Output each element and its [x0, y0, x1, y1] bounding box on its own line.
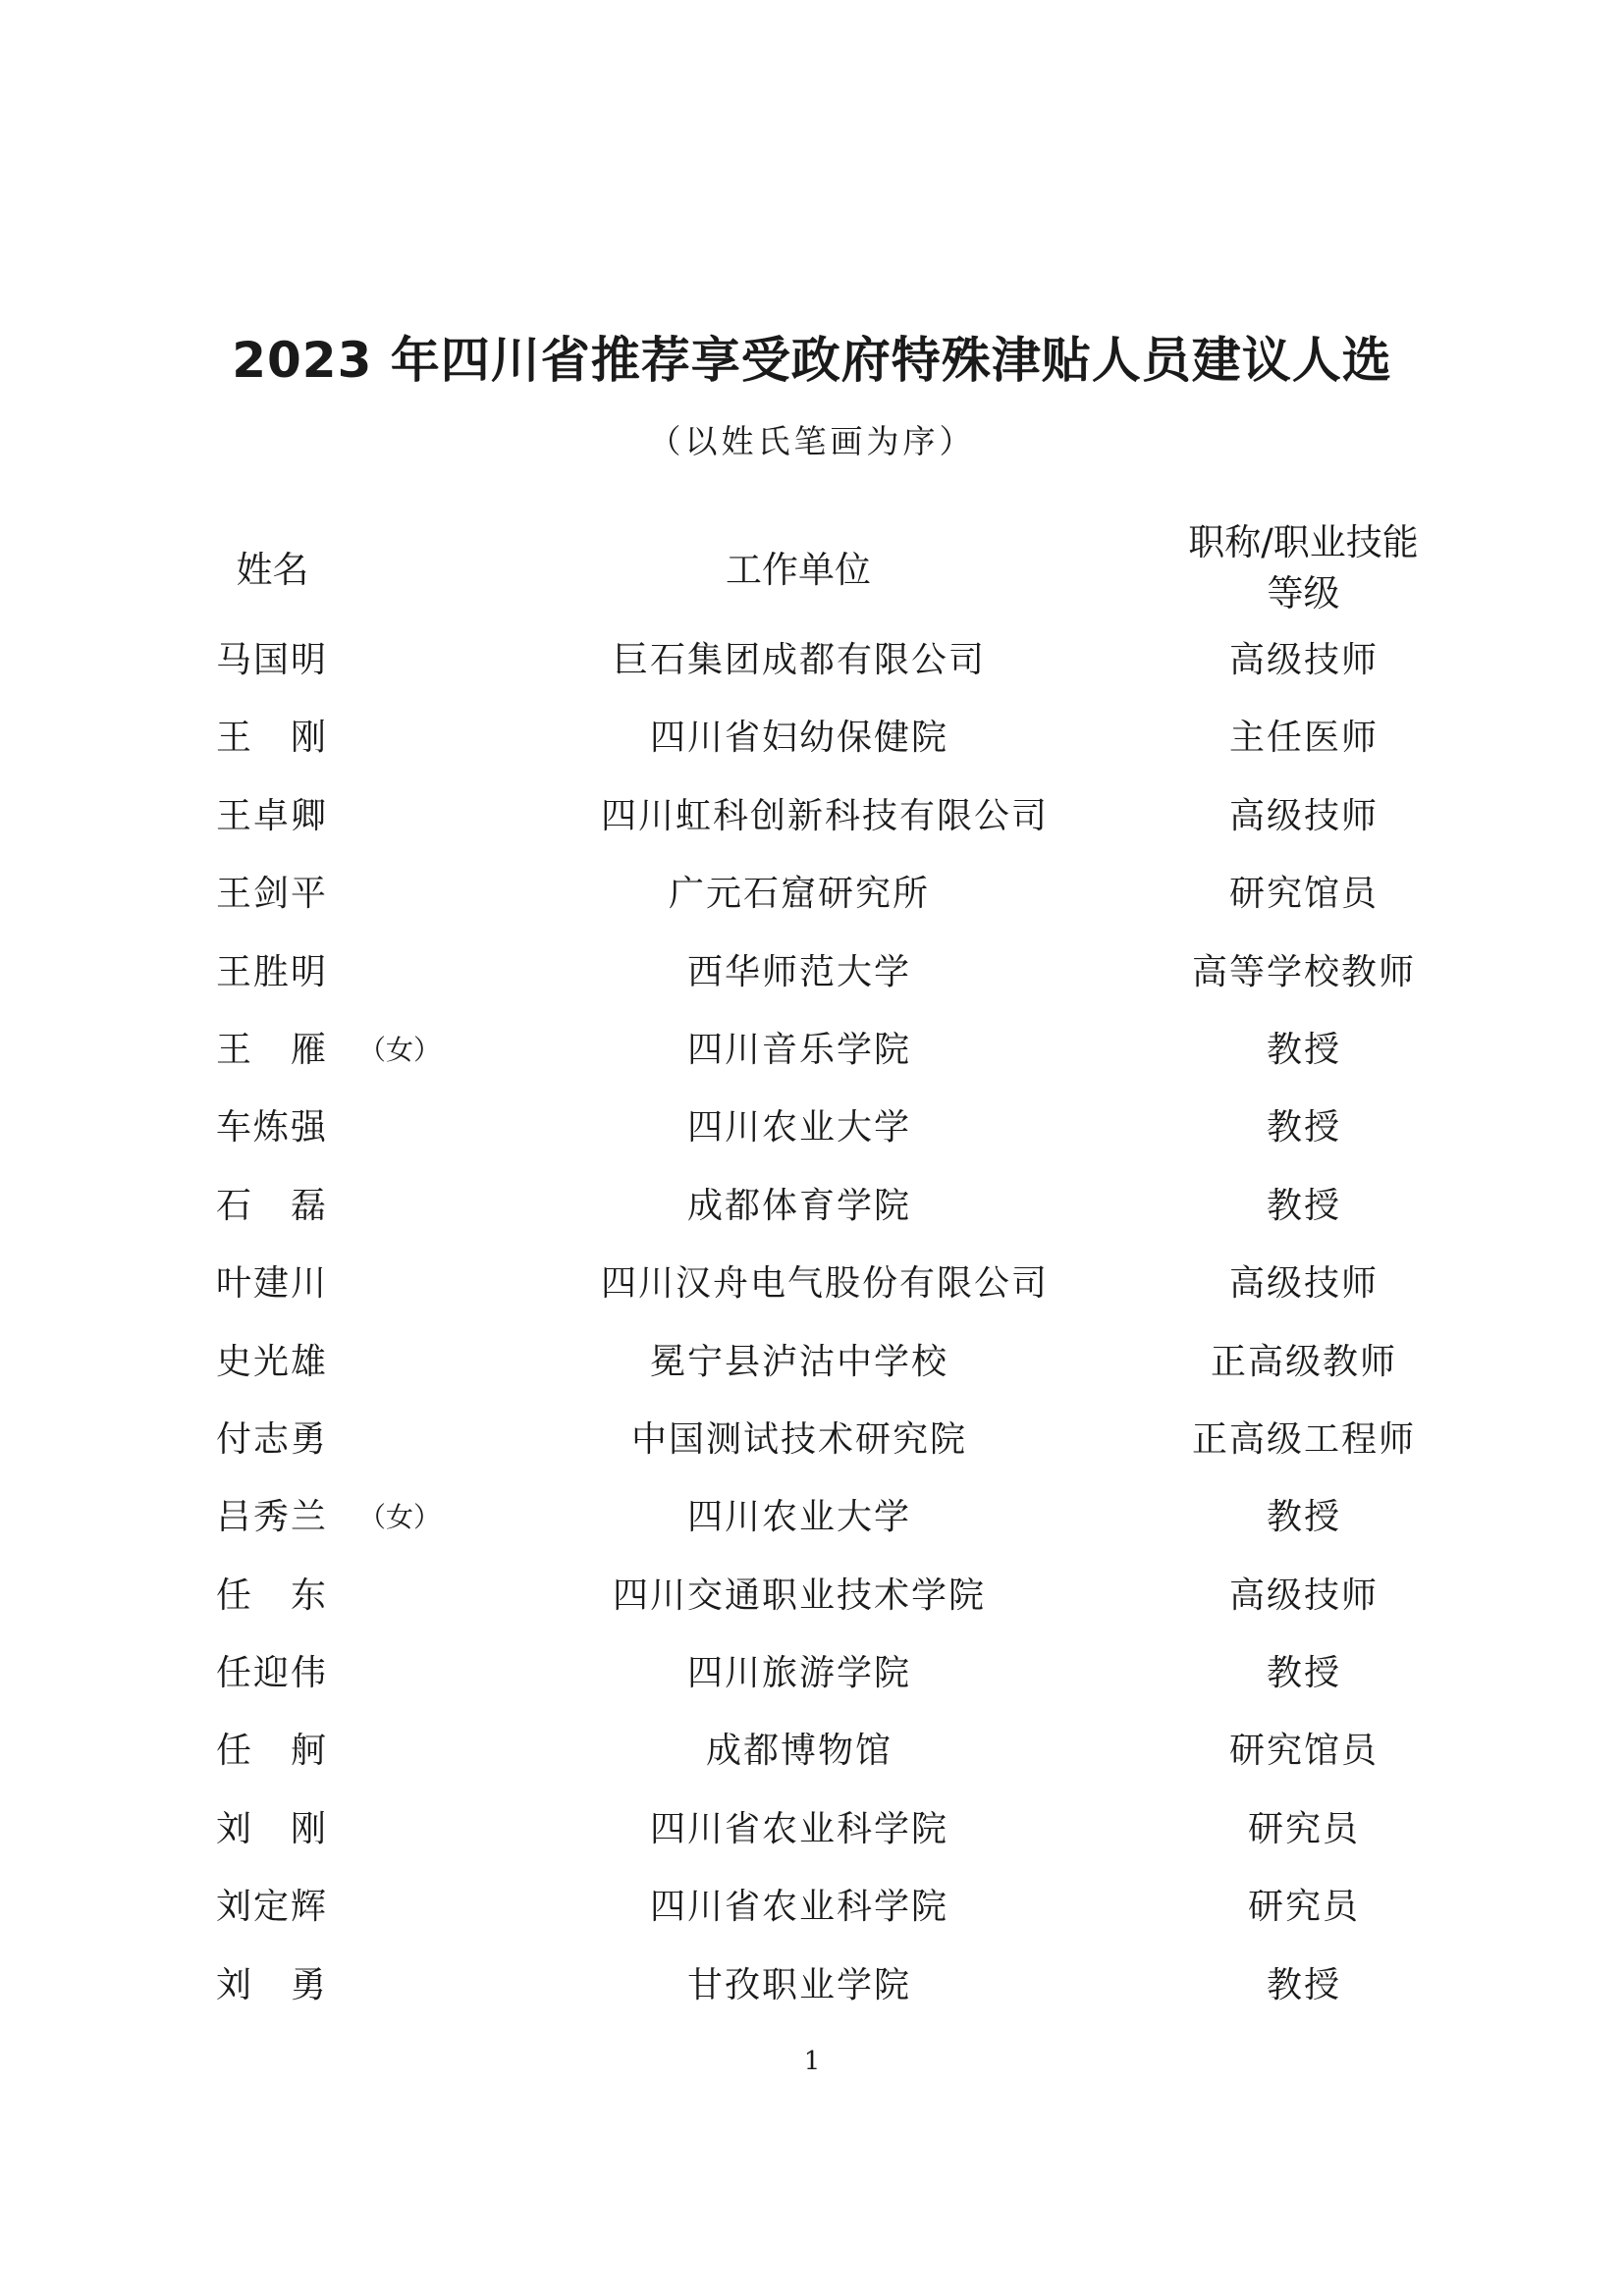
row-unit: 四川农业大学 [686, 1107, 911, 1148]
table-row [0, 787, 1624, 865]
table-row [0, 709, 1624, 786]
row-name: 车炼强 [216, 1107, 329, 1148]
table-row [0, 1488, 1624, 1566]
table-row [0, 1722, 1624, 1799]
row-name: 任 舸 [216, 1731, 329, 1772]
nominee-table [0, 631, 1624, 2034]
table-header-unit: 工作单位 [726, 549, 871, 591]
row-name: 刘 勇 [216, 1964, 329, 2005]
row-name: 石 磊 [216, 1185, 329, 1226]
row-unit: 成都博物馆 [705, 1731, 893, 1772]
row-title: 正高级工程师 [1191, 1418, 1416, 1460]
row-title: 高等学校教师 [1191, 951, 1416, 992]
row-name: 付志勇 [216, 1418, 329, 1460]
row-name: 刘定辉 [216, 1887, 329, 1928]
row-unit: 冕宁县泸沽中学校 [649, 1341, 948, 1382]
table-header-name: 姓名 [236, 549, 309, 591]
row-title: 教授 [1266, 1497, 1341, 1538]
row-title: 高级技师 [1228, 1263, 1379, 1305]
row-title: 研究员 [1247, 1887, 1360, 1928]
row-unit: 四川音乐学院 [686, 1029, 911, 1070]
row-title: 研究员 [1247, 1808, 1360, 1849]
table-header-title [1144, 517, 1463, 619]
row-unit: 中国测试技术研究院 [630, 1418, 967, 1460]
row-unit: 四川汉舟电气股份有限公司 [601, 1263, 1050, 1305]
row-unit: 巨石集团成都有限公司 [612, 640, 986, 680]
row-name: 马国明 [216, 640, 329, 680]
row-title: 高级技师 [1228, 1575, 1379, 1616]
table-row [0, 1333, 1624, 1411]
row-title: 研究馆员 [1228, 1731, 1379, 1772]
row-title: 主任医师 [1228, 718, 1379, 759]
row-unit: 四川农业大学 [686, 1497, 911, 1538]
row-title: 教授 [1266, 1029, 1341, 1070]
row-unit: 四川虹科创新科技有限公司 [601, 795, 1050, 836]
row-unit: 成都体育学院 [686, 1185, 911, 1226]
table-row [0, 1411, 1624, 1488]
row-name: 任 东 [216, 1575, 329, 1616]
row-name: 刘 刚 [216, 1808, 329, 1849]
row-name: 王胜明 [216, 951, 329, 992]
row-name: 史光雄 [216, 1341, 329, 1382]
row-title: 教授 [1266, 1107, 1341, 1148]
table-row [0, 1956, 1624, 2034]
row-name: 王 雁 [216, 1029, 329, 1070]
row-unit: 广元石窟研究所 [668, 874, 930, 915]
table-row [0, 1177, 1624, 1255]
row-title: 教授 [1266, 1653, 1341, 1694]
row-note: （女） [358, 1033, 442, 1066]
row-unit: 四川交通职业技术学院 [612, 1575, 986, 1616]
row-title: 教授 [1266, 1185, 1341, 1226]
document-subtitle: （以姓氏笔画为序） [648, 422, 976, 460]
row-name: 任迎伟 [216, 1653, 329, 1694]
row-title: 高级技师 [1228, 795, 1379, 836]
row-title: 研究馆员 [1228, 874, 1379, 915]
table-row [0, 1567, 1624, 1644]
table-row [0, 865, 1624, 942]
row-unit: 甘孜职业学院 [686, 1964, 911, 2005]
row-unit: 西华师范大学 [686, 951, 911, 992]
row-name: 叶建川 [216, 1263, 329, 1305]
table-row [0, 1800, 1624, 1878]
row-name: 吕秀兰 [216, 1497, 329, 1538]
page-number: 1 [803, 2047, 821, 2076]
table-header-title-line1: 职称/职业技能 [1188, 521, 1419, 563]
table-row [0, 1644, 1624, 1722]
table-row [0, 1021, 1624, 1098]
table-row [0, 631, 1624, 709]
table-header-title-line2: 等级 [1267, 572, 1340, 614]
row-unit: 四川省妇幼保健院 [649, 718, 948, 759]
row-title: 高级技师 [1228, 640, 1379, 680]
table-row [0, 1255, 1624, 1332]
row-note: （女） [358, 1501, 442, 1534]
row-unit: 四川省农业科学院 [649, 1887, 948, 1928]
row-name: 王卓卿 [216, 795, 329, 836]
row-title: 正高级教师 [1210, 1341, 1397, 1382]
row-name: 王剑平 [216, 874, 329, 915]
document-title: 2023 年四川省推荐享受政府特殊津贴人员建议人选 [232, 332, 1392, 389]
row-title: 教授 [1266, 1964, 1341, 2005]
row-unit: 四川省农业科学院 [649, 1808, 948, 1849]
table-row [0, 1878, 1624, 1955]
table-row [0, 943, 1624, 1021]
row-unit: 四川旅游学院 [686, 1653, 911, 1694]
row-name: 王 刚 [216, 718, 329, 759]
table-row [0, 1098, 1624, 1176]
